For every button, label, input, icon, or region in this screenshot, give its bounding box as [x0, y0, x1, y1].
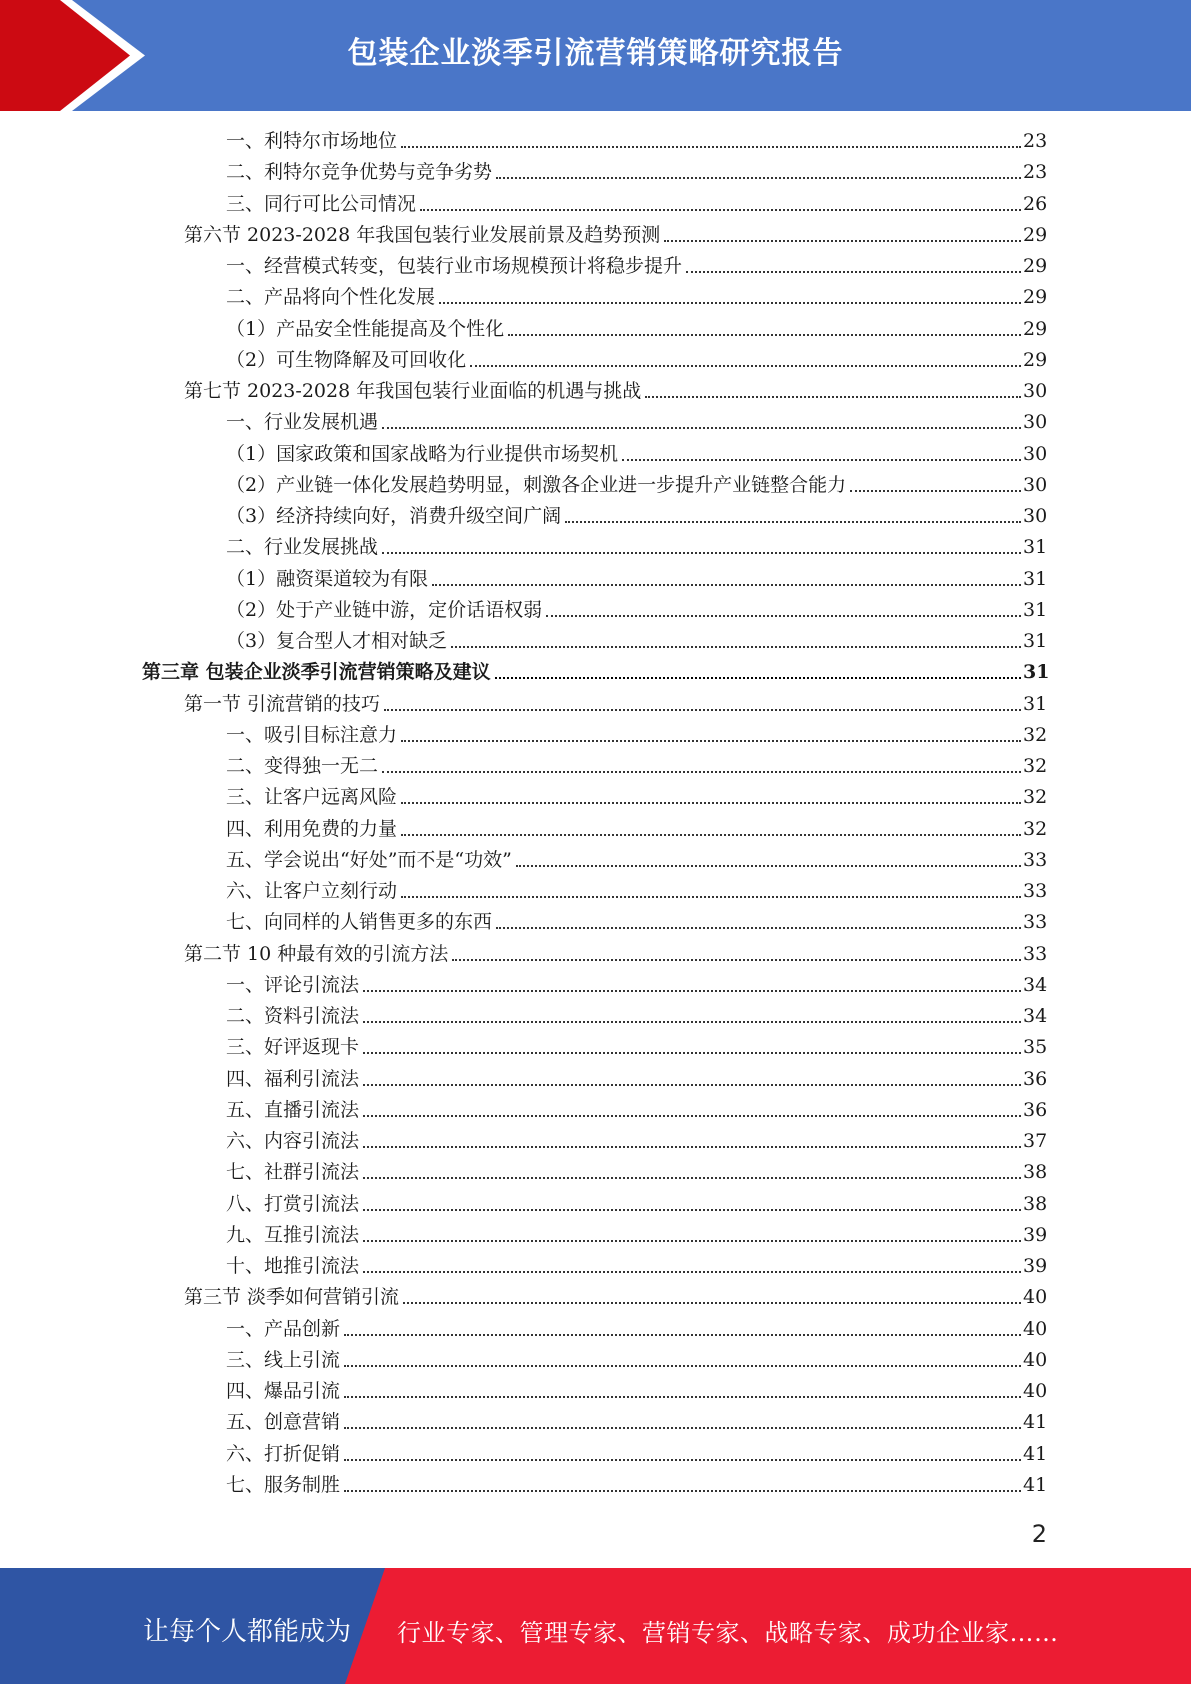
toc-entry[interactable] — [184, 378, 1047, 404]
toc-dot-leader — [495, 677, 1021, 679]
toc-entry-label: 三、好评返现卡 — [226, 1036, 360, 1058]
toc-entry-label: 二、变得独一无二 — [226, 755, 379, 777]
toc-entry-label: 一、经营模式转变，包装行业市场规模预计将稳步提升 — [226, 255, 683, 277]
toc-entry-label: 六、打折促销 — [226, 1443, 341, 1465]
toc-entry[interactable] — [226, 1441, 1047, 1467]
toc-entry-page: 40 — [1023, 1349, 1048, 1371]
toc-dot-leader — [664, 240, 1021, 242]
page-number: 2 — [1031, 1520, 1047, 1548]
report-title: 包装企业淡季引流营销策略研究报告 — [347, 36, 844, 71]
toc-dot-leader — [451, 646, 1021, 648]
toc-entry-label: 三、让客户远离风险 — [226, 786, 398, 808]
toc-entry-page: 32 — [1023, 818, 1048, 840]
toc-entry-page: 31 — [1023, 568, 1048, 590]
toc-entry-page: 33 — [1023, 943, 1048, 965]
toc-entry-page: 40 — [1023, 1380, 1048, 1402]
toc-entry-label: 四、利用免费的力量 — [226, 818, 398, 840]
toc-entry-label: 四、福利引流法 — [226, 1068, 360, 1090]
toc-entry[interactable] — [142, 659, 1050, 685]
toc-entry[interactable] — [226, 753, 1047, 779]
toc-dot-leader — [508, 334, 1021, 336]
toc-dot-leader — [452, 959, 1021, 961]
toc-dot-leader — [363, 1146, 1021, 1148]
toc-entry-label: 五、学会说出“好处”而不是“功效” — [226, 849, 512, 871]
toc-entry-page: 36 — [1023, 1068, 1048, 1090]
toc-entry-page: 31 — [1023, 693, 1048, 715]
toc-entry[interactable] — [226, 1316, 1047, 1342]
toc-dot-leader — [382, 552, 1021, 554]
toc-entry-page: 41 — [1023, 1411, 1048, 1433]
toc-dot-leader — [401, 896, 1021, 898]
toc-dot-leader — [363, 1240, 1021, 1242]
toc-dot-leader — [382, 427, 1021, 429]
toc-entry[interactable] — [184, 1284, 1047, 1310]
toc-entry[interactable] — [226, 503, 1047, 529]
footer-slogan-left: 让每个人都能成为 — [143, 1617, 352, 1647]
toc-entry-page: 41 — [1023, 1443, 1048, 1465]
toc-entry[interactable] — [226, 347, 1047, 373]
toc-dot-leader — [363, 1271, 1021, 1273]
toc-entry[interactable] — [226, 566, 1047, 592]
toc-entry-label: 一、评论引流法 — [226, 974, 360, 996]
toc-entry-label: 十、地推引流法 — [226, 1255, 360, 1277]
toc-entry[interactable] — [226, 784, 1047, 810]
toc-entry[interactable] — [226, 253, 1047, 279]
toc-entry-label: 第三节 淡季如何营销引流 — [184, 1286, 400, 1308]
toc-entry-page: 41 — [1023, 1474, 1048, 1496]
toc-entry[interactable] — [226, 284, 1047, 310]
toc-dot-leader — [344, 1365, 1021, 1367]
toc-dot-leader — [403, 1302, 1021, 1304]
toc-entry-page: 29 — [1023, 349, 1048, 371]
toc-dot-leader — [401, 740, 1021, 742]
toc-entry-page: 33 — [1023, 880, 1048, 902]
toc-dot-leader — [363, 1177, 1021, 1179]
toc-dot-leader — [344, 1334, 1021, 1336]
toc-entry[interactable] — [226, 191, 1047, 217]
toc-entry-page: 23 — [1023, 130, 1048, 152]
toc-entry-label: 一、利特尔市场地位 — [226, 130, 398, 152]
toc-entry-page: 30 — [1023, 505, 1048, 527]
toc-dot-leader — [565, 521, 1021, 523]
toc-entry[interactable] — [226, 1472, 1047, 1498]
toc-entry[interactable] — [226, 878, 1047, 904]
toc-entry-label: 第一节 引流营销的技巧 — [184, 693, 381, 715]
toc-entry-label: （3）经济持续向好，消费升级空间广阔 — [226, 505, 562, 527]
toc-entry[interactable] — [226, 1409, 1047, 1435]
toc-entry[interactable] — [226, 316, 1047, 342]
toc-entry-label: 七、服务制胜 — [226, 1474, 341, 1496]
toc-entry-page: 32 — [1023, 724, 1048, 746]
toc-entry[interactable] — [226, 722, 1047, 748]
toc-entry-page: 23 — [1023, 161, 1048, 183]
toc-entry-label: （2）可生物降解及可回收化 — [226, 349, 467, 371]
toc-entry-label: 六、内容引流法 — [226, 1130, 360, 1152]
toc-entry[interactable] — [226, 1378, 1047, 1404]
toc-entry-label: 八、打赏引流法 — [226, 1193, 360, 1215]
toc-entry-page: 39 — [1023, 1224, 1048, 1246]
toc-entry-label: 四、爆品引流 — [226, 1380, 341, 1402]
toc-entry[interactable] — [226, 972, 1047, 998]
toc-entry[interactable] — [226, 816, 1047, 842]
toc-dot-leader — [344, 1427, 1021, 1429]
toc-dot-leader — [645, 396, 1021, 398]
toc-entry-page: 32 — [1023, 786, 1048, 808]
toc-entry[interactable] — [226, 847, 1047, 873]
toc-dot-leader — [401, 834, 1021, 836]
toc-entry[interactable] — [226, 472, 1047, 498]
toc-entry-label: 三、同行可比公司情况 — [226, 193, 417, 215]
toc-entry-page: 33 — [1023, 911, 1048, 933]
toc-entry[interactable] — [226, 1253, 1047, 1279]
toc-dot-leader — [622, 459, 1021, 461]
toc-entry-label: 二、资料引流法 — [226, 1005, 360, 1027]
toc-entry-page: 31 — [1023, 536, 1048, 558]
toc-entry-label: （2）处于产业链中游，定价话语权弱 — [226, 599, 543, 621]
toc-dot-leader — [363, 990, 1021, 992]
footer-slogan-right: 行业专家、管理专家、营销专家、战略专家、成功企业家…… — [397, 1619, 1059, 1647]
toc-entry-page: 38 — [1023, 1161, 1048, 1183]
toc-dot-leader — [470, 365, 1021, 367]
toc-dot-leader — [363, 1021, 1021, 1023]
toc-entry-label: 第三章 包装企业淡季引流营销策略及建议 — [142, 661, 491, 683]
toc-entry-label: 五、创意营销 — [226, 1411, 341, 1433]
toc-entry-label: 一、行业发展机遇 — [226, 411, 379, 433]
toc-entry-label: 第二节 10 种最有效的引流方法 — [184, 943, 449, 965]
toc-entry-page: 30 — [1023, 380, 1048, 402]
toc-dot-leader — [439, 302, 1021, 304]
toc-dot-leader — [363, 1084, 1021, 1086]
toc-entry-page: 34 — [1023, 974, 1048, 996]
toc-entry-page: 30 — [1023, 443, 1048, 465]
toc-entry-label: （1）融资渠道较为有限 — [226, 568, 429, 590]
toc-dot-leader — [344, 1396, 1021, 1398]
toc-entry-page: 30 — [1023, 411, 1048, 433]
toc-entry[interactable] — [226, 628, 1047, 654]
toc-entry[interactable] — [226, 1128, 1047, 1154]
toc-entry-label: 五、直播引流法 — [226, 1099, 360, 1121]
toc-dot-leader — [686, 271, 1021, 273]
toc-entry[interactable] — [226, 597, 1047, 623]
toc-entry-label: （1）产品安全性能提高及个性化 — [226, 318, 505, 340]
toc-entry[interactable] — [226, 409, 1047, 435]
toc-entry-label: 九、互推引流法 — [226, 1224, 360, 1246]
page-footer — [0, 1568, 1191, 1684]
toc-dot-leader — [496, 927, 1021, 929]
toc-entry[interactable] — [226, 1222, 1047, 1248]
toc-entry-page: 30 — [1023, 474, 1048, 496]
toc-entry-page: 32 — [1023, 755, 1048, 777]
toc-entry-page: 35 — [1023, 1036, 1048, 1058]
toc-entry-page: 38 — [1023, 1193, 1048, 1215]
toc-entry-label: （1）国家政策和国家战略为行业提供市场契机 — [226, 443, 619, 465]
toc-dot-leader — [496, 177, 1021, 179]
toc-entry-label: 七、向同样的人销售更多的东西 — [226, 911, 493, 933]
toc-entry-page: 33 — [1023, 849, 1048, 871]
toc-entry-label: 二、利特尔竞争优势与竞争劣势 — [226, 161, 493, 183]
toc-entry-label: （2）产业链一体化发展趋势明显，刺激各企业进一步提升产业链整合能力 — [226, 474, 847, 496]
toc-entry[interactable] — [184, 941, 1047, 967]
toc-entry-page: 29 — [1023, 224, 1048, 246]
toc-entry-label: 第六节 2023-2028 年我国包装行业发展前景及趋势预测 — [184, 224, 661, 246]
toc-dot-leader — [546, 615, 1021, 617]
toc-entry[interactable] — [226, 128, 1047, 154]
toc-entry-page: 37 — [1023, 1130, 1048, 1152]
toc-dot-leader — [401, 146, 1021, 148]
toc-dot-leader — [516, 865, 1021, 867]
toc-entry[interactable] — [226, 1066, 1047, 1092]
toc-dot-leader — [363, 1209, 1021, 1211]
toc-entry-page: 26 — [1023, 193, 1048, 215]
toc-dot-leader — [384, 709, 1021, 711]
toc-entry[interactable] — [184, 222, 1047, 248]
toc-entry-page: 31 — [1023, 630, 1048, 652]
toc-dot-leader — [363, 1052, 1021, 1054]
toc-entry-page: 34 — [1023, 1005, 1048, 1027]
toc-entry-label: 二、行业发展挑战 — [226, 536, 379, 558]
toc-entry-page: 29 — [1023, 255, 1048, 277]
toc-entry[interactable] — [226, 1003, 1047, 1029]
toc-entry[interactable] — [226, 1034, 1047, 1060]
toc-entry-page: 39 — [1023, 1255, 1048, 1277]
toc-entry[interactable] — [226, 159, 1047, 185]
toc-entry[interactable] — [184, 691, 1047, 717]
toc-dot-leader — [382, 771, 1021, 773]
toc-entry-page: 29 — [1023, 286, 1048, 308]
toc-entry-page: 36 — [1023, 1099, 1048, 1121]
toc-entry-label: 一、产品创新 — [226, 1318, 341, 1340]
toc-entry-label: 六、让客户立刻行动 — [226, 880, 398, 902]
toc-entry-label: （3）复合型人才相对缺乏 — [226, 630, 448, 652]
toc-entry-page: 31 — [1023, 661, 1050, 683]
toc-entry-label: 七、社群引流法 — [226, 1161, 360, 1183]
toc-dot-leader — [401, 802, 1021, 804]
toc-dot-leader — [420, 209, 1021, 211]
page-header — [0, 0, 1191, 111]
toc-entry[interactable] — [226, 441, 1047, 467]
toc-entry-page: 29 — [1023, 318, 1048, 340]
toc-dot-leader — [850, 490, 1021, 492]
toc-dot-leader — [344, 1490, 1021, 1492]
toc-entry[interactable] — [226, 1097, 1047, 1123]
toc-entry-label: 三、线上引流 — [226, 1349, 341, 1371]
toc-entry-label: 第七节 2023-2028 年我国包装行业面临的机遇与挑战 — [184, 380, 642, 402]
toc-entry[interactable] — [226, 909, 1047, 935]
toc-entry-page: 40 — [1023, 1286, 1048, 1308]
toc-entry-label: 一、吸引目标注意力 — [226, 724, 398, 746]
toc-entry[interactable] — [226, 1159, 1047, 1185]
toc-dot-leader — [363, 1115, 1021, 1117]
toc-dot-leader — [344, 1459, 1021, 1461]
toc-entry[interactable] — [226, 1347, 1047, 1373]
toc-entry[interactable] — [226, 534, 1047, 560]
toc-entry-page: 31 — [1023, 599, 1048, 621]
toc-entry-label: 二、产品将向个性化发展 — [226, 286, 436, 308]
toc-entry[interactable] — [226, 1191, 1047, 1217]
toc-dot-leader — [432, 584, 1021, 586]
toc-entry-page: 40 — [1023, 1318, 1048, 1340]
